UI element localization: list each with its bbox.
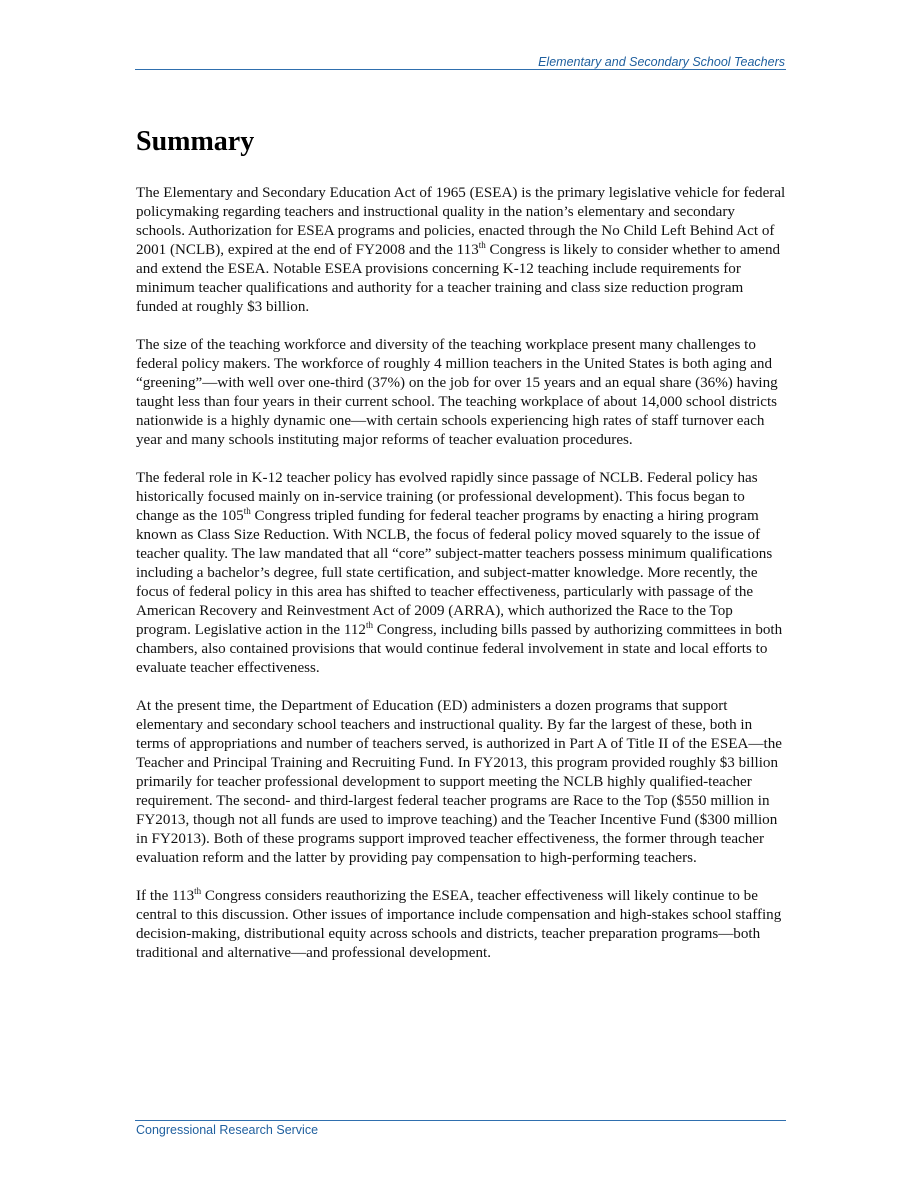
paragraph-5-text-a: If the 113 xyxy=(136,888,195,904)
paragraph-4: At the present time, the Department of Education (ED) administers a dozen programs that support elementary and secondary school teachers and instructional quality. By far the largest of these, both in terms of appropriations and number of teachers served, is authorized in Part A of Title II of the ESEA—the Teacher and Principal Training and Recruiting Fund. In FY2013, this program provided roughly $3 billion primarily for teacher professional development to support meeting the NCLB highly qualified-teacher requirement. The second- and third-largest federal teacher programs are Race to the Top ($550 million in FY2013, though not all funds are used to improve teaching) and the Teacher Incentive Fund ($300 million in FY2013). Both of these programs support improved teacher effectiveness, the former through teacher evaluation reform and the latter by providing pay compensation to high-performing teachers. xyxy=(136,698,782,866)
paragraph-3-text-c: Congress, including bills passed by authorizing committees in both chambers, also contained provisions that would continue federal involvement in state and local efforts to evaluate teacher effectiveness. xyxy=(136,622,783,676)
paragraph-2: The size of the teaching workforce and diversity of the teaching workplace present many challenges to federal policy makers. The workforce of roughly 4 million teachers in the United States is both aging and “greening”—with well over one-third (37%) on the job for over 15 years and an equal share (36%) having taught less than four years in their current school. The teaching workplace of about 14,000 school districts nationwide is a highly dynamic one—with certain schools experiencing high rates of staff turnover each year and many schools instituting major reforms of teacher evaluation procedures. xyxy=(136,337,778,448)
header-divider xyxy=(135,69,786,70)
paragraph-1-text-b: Congress is likely to consider whether to amend and extend the ESEA. Notable ESEA provisions concerning K-12 teaching include requirements for minimum teacher qualifications and authority for a teacher training and class size reduction program funded at roughly $3 billion. xyxy=(136,242,781,315)
page-title: Summary xyxy=(136,126,255,157)
superscript-th: th xyxy=(243,505,251,516)
superscript-th: th xyxy=(194,885,202,896)
superscript-th: th xyxy=(478,239,486,250)
footer-divider xyxy=(135,1120,786,1121)
page-body xyxy=(136,124,786,982)
paragraph-3-text-b: Congress tripled funding for federal teacher programs by enacting a hiring program known as Class Size Reduction. With NCLB, the focus of federal policy moved squarely to the issue of teacher quality. The law mandated that all “core” subject-matter teachers possess minimum qualifications including a bachelor’s degree, full state certification, and subject-matter knowledge. More recently, the focus of federal policy in this area has shifted to teacher effectiveness, particularly with passage of the American Recovery and Reinvestment Act of 2009 (ARRA), which authorized the Race to the Top program. Legislative action in the 112 xyxy=(136,508,773,638)
paragraph-1 xyxy=(136,184,786,317)
paragraph-1-text-a: The Elementary and Secondary Education Act of 1965 (ESEA) is the primary legislative vehicle for federal policymaking regarding teachers and instructional quality in the nation’s elementary and secondary schools. Authorization for ESEA programs and policies, enacted through the No Child Left Behind Act of 2001 (NCLB), expired at the end of FY2008 and the 113 xyxy=(136,185,786,258)
footer-source: Congressional Research Service xyxy=(136,1123,319,1137)
paragraph-5-text-b: Congress considers reauthorizing the ESEA, teacher effectiveness will likely continue to be central to this discussion. Other issues of importance include compensation and high-stakes school staffing decision-making, distributional equity across schools and districts, teacher preparation programs—both traditional and alternative—and professional development. xyxy=(136,888,782,961)
running-header: Elementary and Secondary School Teachers xyxy=(538,55,785,69)
superscript-th: th xyxy=(365,619,373,630)
paragraph-5 xyxy=(136,887,786,963)
paragraph-3 xyxy=(136,469,786,678)
paragraph-3-text-a: The federal role in K-12 teacher policy has evolved rapidly since passage of NCLB. Federal policy has historically focused mainly on in-service training (or professional development). This focus began to change as the 105 xyxy=(136,470,758,524)
